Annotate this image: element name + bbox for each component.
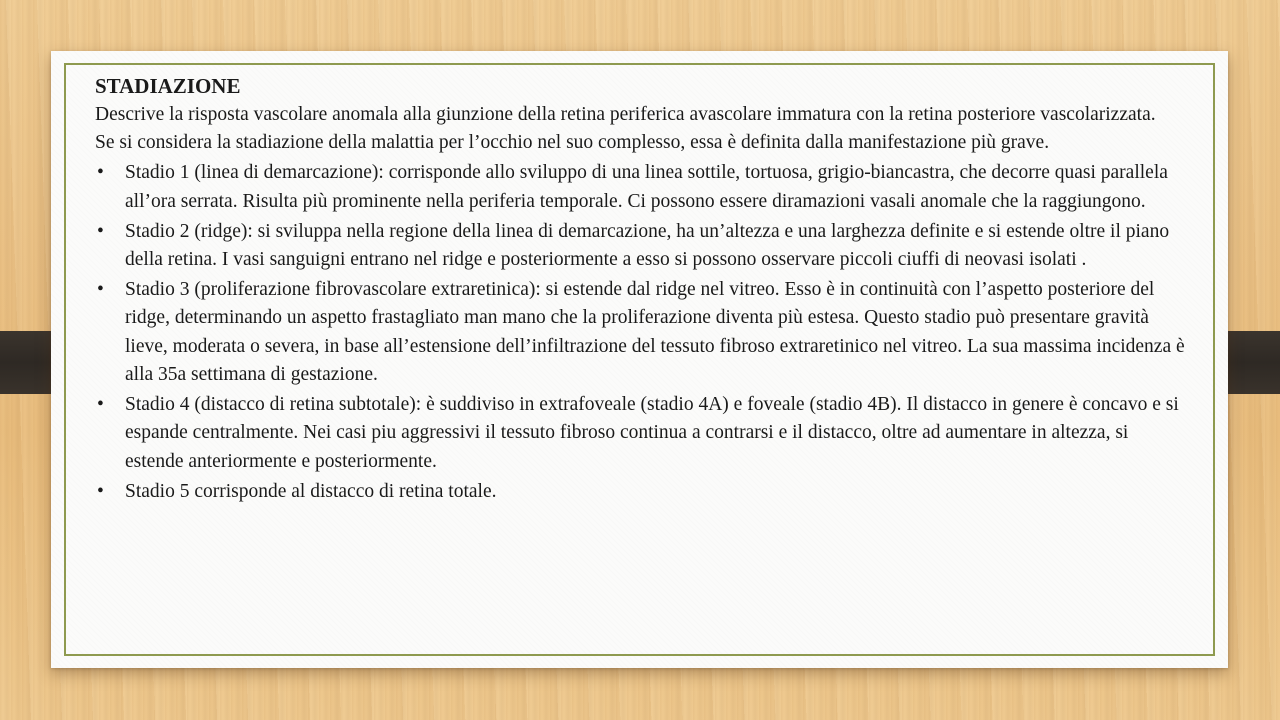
list-item-text: Stadio 3 (proliferazione fibrovascolare extraretinica): si estende dal ridge nel vitreo. Esso è in continuità con l’aspetto posteriore del ridge, determinando un aspetto frastagliato man mano che la proliferazione diventa più estesa. Questo stadio può presentare gravità lieve, moderata o severa, in base all’estensione dell’infiltrazione del tessuto fibroso extraretinico nel vitreo. La sua massima incidenza è alla 35a settimana di gestazione. [125,278,1185,386]
list-item-text: Stadio 4 (distacco di retina subtotale): è suddiviso in extrafoveale (stadio 4A) e foveale (stadio 4B). Il distacco in genere è concavo e si espande centralmente. Nei casi piu aggressivi il tessuto fibroso continua a contrarsi e il distacco, oltre ad aumentare in altezza, si estende anteriormente e posteriormente. [125,394,1179,472]
slide-card [51,51,1228,668]
slide-content [95,71,1185,506]
bullet-icon: • [97,480,104,502]
list-item-text: Stadio 5 corrisponde al distacco di retina totale. [125,480,497,502]
bullet-icon: • [97,278,104,300]
intro-paragraph: Descrive la risposta vascolare anomala alla giunzione della retina periferica avascolare immatura con la retina posteriore vascolarizzata. [95,104,1156,125]
list-item-stage-4 [95,391,1185,476]
list-item-text: Stadio 1 (linea di demarcazione): corrisponde allo sviluppo di una linea sottile, tortuosa, grigio-biancastra, che decorre quasi parallela all’ora serrata. Risulta più prominente nella periferia temporale. Ci possono essere diramazioni vasali anomale che la raggiungono. [125,162,1168,212]
bullet-icon: • [97,162,104,184]
list-item-stage-1 [95,159,1185,216]
list-item-stage-3 [95,276,1185,390]
list-item-stage-2 [95,218,1185,275]
stage-list [95,159,1185,506]
list-item-stage-5 [95,478,1185,506]
bullet-icon: • [97,394,104,416]
bullet-icon: • [97,220,104,242]
list-item-text: Stadio 2 (ridge): si sviluppa nella regione della linea di demarcazione, ha un’altezza e una larghezza definite e si estende oltre il piano della retina. I vasi sanguigni entrano nel ridge e posteriormente a esso si possono osservare piccoli ciuffi di neovasi isolati . [125,220,1170,271]
slide-title: STADIAZIONE [95,74,241,98]
staging-paragraph: Se si considera la stadiazione della malattia per l’occhio nel suo complesso, essa è definita dalla manifestazione più grave. [95,132,1050,154]
